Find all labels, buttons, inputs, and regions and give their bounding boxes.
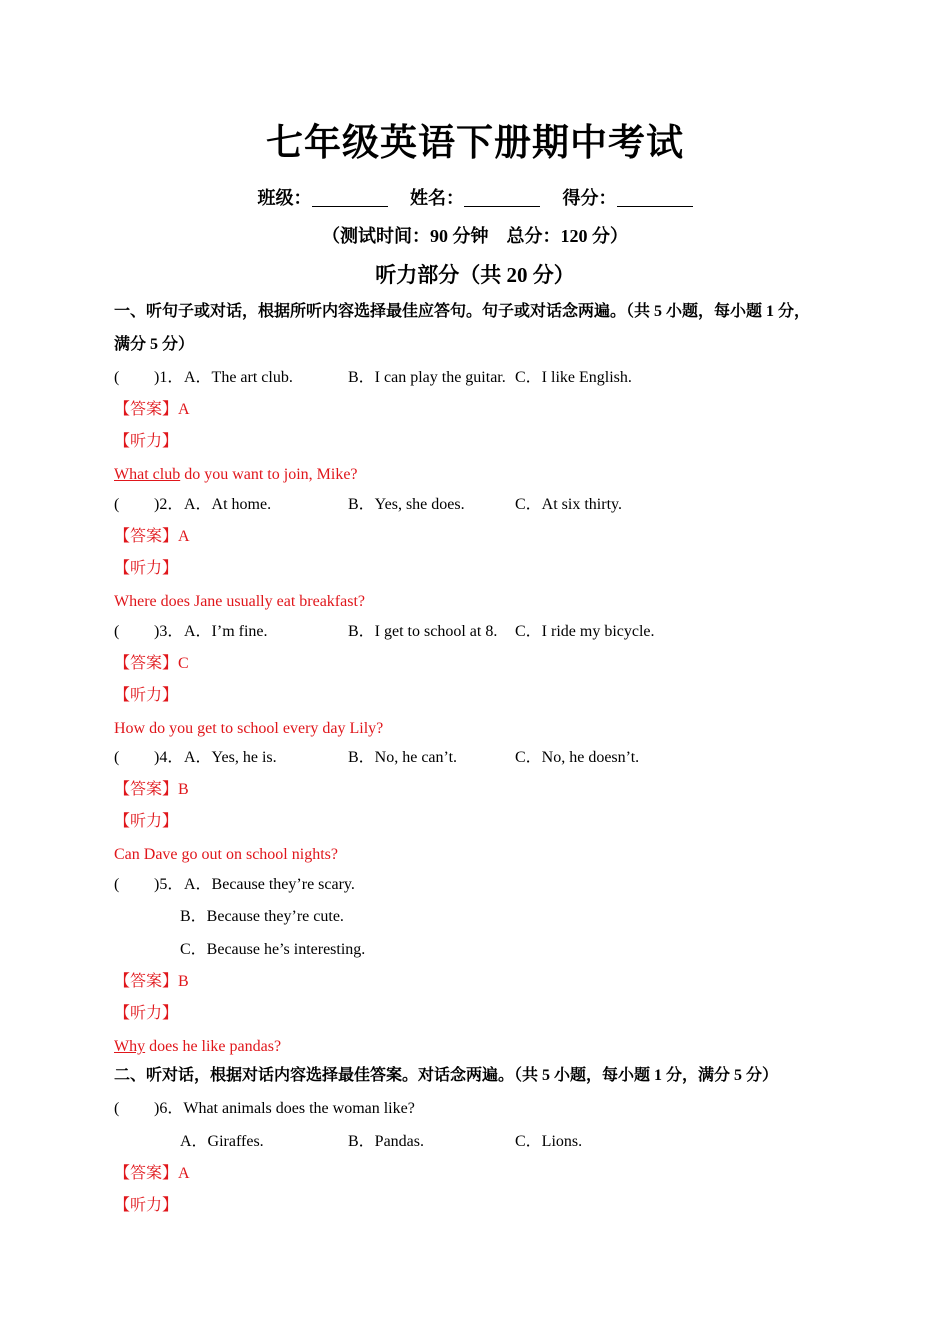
part1-instruction-line1: 一、听句子或对话，根据所听内容选择最佳应答句。句子或对话念两遍。（共 5 小题，每小题 1 分， [114,303,811,320]
listening-script: Where does Jane usually eat breakfast? [114,593,365,610]
listening-label: 【听力】 [114,560,179,577]
listening-label: 【听力】 [114,813,179,830]
answer-line: 【答案】A [114,401,190,418]
question-1: ( )1． [114,369,184,386]
question-number: 4． [159,749,184,766]
answer-line: 【答案】B [114,973,189,990]
part2-instruction: 二、听对话，根据对话内容选择最佳答案。对话念两遍。（共 5 小题，每小题 1 分，满分 5 分） [114,1067,779,1084]
option-c: C．No, he doesn’t. [515,749,640,766]
option-a: A．At home. [184,496,272,513]
question-number: 1． [159,369,184,386]
option-a: A．Giraffes. [180,1133,264,1150]
option-a: A．Yes, he is. [184,749,277,766]
option-a: A．The art club. [184,369,293,386]
name-label: 姓名： [410,188,464,208]
option-b: B．Yes, she does. [348,496,465,513]
answer-line: 【答案】A [114,528,190,545]
answer-line: 【答案】C [114,655,189,672]
option-c: C．I ride my bicycle. [515,623,655,640]
listening-script: Can Dave go out on school nights? [114,846,338,863]
listening-script: What club do you want to join, Mike? [114,466,358,483]
page-title: 七年级英语下册期中考试 [266,123,684,164]
option-b: B．I get to school at 8. [348,623,498,640]
time-note: （测试时间：90 分钟 总分：120 分） [322,226,628,246]
listening-script: How do you get to school every day Lily? [114,720,384,737]
answer-paren: ( [114,369,120,386]
option-a: A．Because they’re scary. [184,876,355,893]
answer-line: 【答案】A [114,1165,190,1182]
option-b: B．I can play the guitar. [348,369,506,386]
student-info-line [0,184,950,210]
listening-script: Why does he like pandas? [114,1038,282,1055]
question-stem: What animals does the woman like? [183,1100,415,1117]
question-4: ( )4． [114,749,184,766]
question-number: 3． [159,623,184,640]
answer-line: 【答案】B [114,781,189,798]
class-label: 班级： [257,188,312,208]
question-5: ( )5． [114,876,184,893]
option-b: B．Pandas. [348,1133,425,1150]
question-6: ( )6．What animals does the woman like? [114,1100,415,1117]
name-blank [464,188,540,207]
option-c: C．Because he’s interesting. [180,941,366,958]
listening-label: 【听力】 [114,687,179,704]
listening-label: 【听力】 [114,1197,179,1214]
class-blank [312,188,388,207]
score-blank [617,188,693,207]
part1-instruction-line2: 满分 5 分） [114,336,195,353]
question-3: ( )3． [114,623,184,640]
question-number: 6． [159,1100,184,1117]
option-c: C．At six thirty. [515,496,622,513]
section-title: 听力部分（共 20 分） [375,263,575,287]
question-2: ( )2． [114,496,184,513]
option-c: C．I like English. [515,369,632,386]
option-b: B．Because they’re cute. [180,908,344,925]
listening-label: 【听力】 [114,433,179,450]
option-c: C．Lions. [515,1133,583,1150]
score-label: 得分： [562,188,617,208]
option-a: A．I’m fine. [184,623,268,640]
question-number: 2． [159,496,184,513]
listening-label: 【听力】 [114,1005,179,1022]
question-number: 5． [159,876,184,893]
option-b: B．No, he can’t. [348,749,458,766]
